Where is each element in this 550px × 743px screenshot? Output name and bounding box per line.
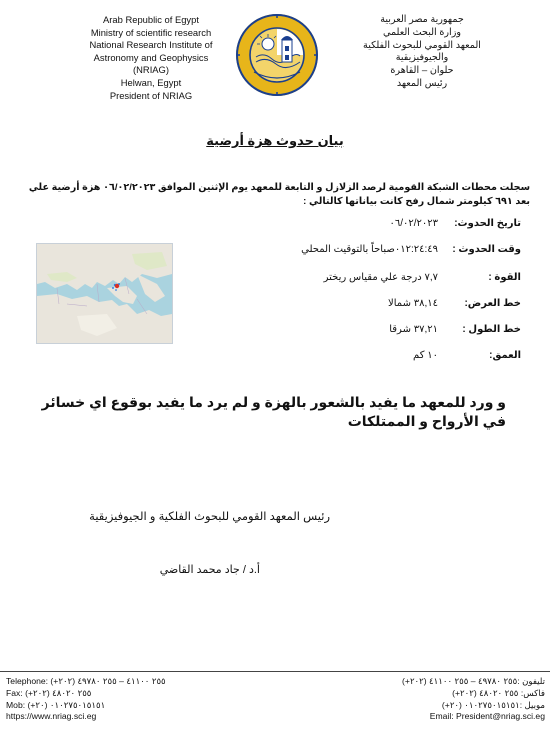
header-en-line: Arab Republic of Egypt bbox=[103, 14, 199, 25]
statement-text: و ورد للمعهد ما يفيد بالشعور بالهزة و لم يرد ما يفيد بوقوع اي خسائر في الأرواح و الممتلكات bbox=[41, 394, 506, 429]
footer-mobile: Mob: (+٢٠) ٠١٠٢٧٥٠١٥١٥١ bbox=[6, 699, 106, 710]
footer-mobile-ar: موبيل :٠١٠٢٧٥٠١٥١٥١ (٢٠+) bbox=[441, 699, 545, 710]
footer-website-link[interactable]: https://www.nriag.sci.eg bbox=[6, 711, 97, 722]
footer-email-link[interactable]: Email: President@nriag.sci.eg bbox=[429, 711, 545, 722]
detail-value-longitude: ٣٧,٢١ شرقا bbox=[389, 324, 438, 335]
header-en-line: (NRIAG) bbox=[133, 64, 169, 76]
epicenter-map bbox=[36, 243, 173, 344]
footer-telephone: Telephone: (+٢٠٢) ٢٥٥ ٤١١٠٠ – ٢٥٥ ٤٩٧٨٠ bbox=[6, 676, 166, 686]
header-en-line: Ministry of scientific research bbox=[90, 26, 212, 38]
header-en-line: Astronomy and Geophysics bbox=[93, 51, 209, 63]
header-ar-line: المعهد القومي للبحوث الفلكية bbox=[363, 39, 481, 51]
detail-value-depth: ١٠ كم bbox=[413, 350, 438, 361]
footer-fax-ar: فاكس: ٢٥٥ ٤٨٠٢٠ (٢٠٢+) bbox=[452, 687, 545, 698]
detail-label-longitude: خط الطول : bbox=[462, 324, 521, 335]
detail-label-latitude: خط العرض: bbox=[464, 298, 521, 309]
footer-contact-arabic bbox=[385, 676, 545, 723]
intro-paragraph: سجلت محطات الشبكة القومية لرصد الزلازل و التابعة للمعهد يوم الإثنين الموافق ٠٦/٠٢/٢٠٢٣ هزة أرضية علي بعد ٦٩١ كيلومتر شمال رفح كانت بياناتها كالتالي : bbox=[28, 182, 530, 207]
detail-label-depth: العمق: bbox=[489, 350, 521, 361]
page-title: بيان حدوث هزة أرضية bbox=[206, 133, 344, 148]
header-ar-line: جمهورية مصر العربية bbox=[380, 14, 464, 25]
signature-name: أ.د / جاد محمد القاضي bbox=[159, 564, 260, 576]
header-ar-line: وزارة البحث العلمي bbox=[383, 26, 461, 38]
detail-value-latitude: ٣٨,١٤ شمالا bbox=[388, 298, 438, 309]
detail-value-time: ٠١٢:٢٤:٤٩صباحاً بالتوقيت المحلي bbox=[301, 244, 438, 255]
header-en-line: National Research Institute of bbox=[89, 39, 213, 51]
footer-telephone-ar: تليفون :٢٥٥ ٤٩٧٨٠ – ٢٥٥ ٤١١٠٠ (٢٠٢+) bbox=[402, 676, 545, 686]
header-en-line: President of NRIAG bbox=[109, 89, 193, 101]
header-en-line: Helwan, Egypt bbox=[120, 76, 182, 88]
header-ar-line: والجيوفيزيقية bbox=[395, 52, 449, 64]
detail-value-date: ٠٦/٠٢/٢٠٢٣ bbox=[389, 218, 438, 229]
detail-value-magnitude: ٧,٧ درجة علي مقياس ريختر bbox=[323, 272, 438, 283]
footer-fax: Fax: (+٢٠٢) ٢٥٥ ٤٨٠٢٠ bbox=[6, 687, 92, 698]
epicenter-marker bbox=[115, 284, 119, 288]
detail-label-time: وقت الحدوث : bbox=[452, 244, 521, 255]
footer-contact-english bbox=[6, 676, 166, 723]
signature-title: رئيس المعهد القومي للبحوث الفلكية و الجيوفيزيقية bbox=[89, 511, 330, 523]
nriag-logo bbox=[234, 12, 320, 98]
header-arabic bbox=[352, 14, 492, 91]
detail-label-magnitude: القوة : bbox=[488, 272, 521, 283]
detail-label-date: تاريخ الحدوث: bbox=[454, 218, 521, 229]
header-ar-line: رئيس المعهد bbox=[396, 77, 448, 89]
header-ar-line: حلوان – القاهرة bbox=[390, 65, 454, 77]
footer-divider bbox=[0, 671, 550, 672]
header-english bbox=[62, 14, 240, 102]
